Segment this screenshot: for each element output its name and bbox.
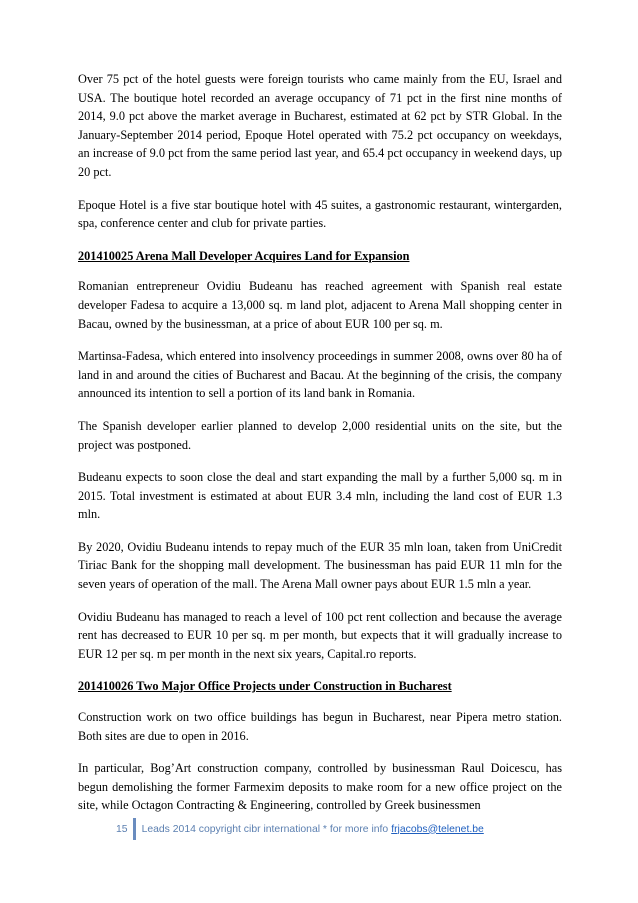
paragraph-residential-units: The Spanish developer earlier planned to develop 2,000 residential units on the site, but the project was postponed. [78,418,562,452]
footer-text: Leads 2014 copyright cibr international * for more info [141,823,389,835]
paragraph-hotel-description: Epoque Hotel is a five star boutique hotel with 45 suites, a gastronomic restaurant, wintergarden, spa, conference center and club for private parties. [78,197,562,231]
footer-divider [133,818,136,840]
paragraph-mall-expansion: Budeanu expects to soon close the deal and start expanding the mall by a further 5,000 sq. m in 2015. Total investment is estimated at about EUR 3.4 mln, including the land cost of EUR 1.3 mln. [78,470,562,522]
page-number: 15 [116,823,128,835]
section-heading-arena-mall: 201410025 Arena Mall Developer Acquires Land for Expansion [78,248,410,263]
document-body [78,70,562,829]
paragraph-budeanu-agreement: Romanian entrepreneur Ovidiu Budeanu has reached agreement with Spanish real estate developer Fadesa to acquire a 13,000 sq. m land plot, adjacent to Arena Mall shopping center in Bacau, owned by the businessman, at a price of about EUR 100 per sq. m. [78,279,562,331]
section-heading-office-projects: 201410026 Two Major Office Projects under Construction in Bucharest [78,679,452,694]
paragraph-loan-repayment: By 2020, Ovidiu Budeanu intends to repay much of the EUR 35 mln loan, taken from UniCredit Tiriac Bank for the shopping mall development. The businessman has paid EUR 11 mln for the seven years of operation of the mall. The Arena Mall owner pays about EUR 1.5 mln a year. [78,539,562,592]
paragraph-rent-collection: Ovidiu Budeanu has managed to reach a level of 100 pct rent collection and because the average rent has decreased to EUR 10 per sq. m per month, but expects that it will gradually increase to EUR 12 per sq. m per month in the next six years, Capital.ro reports. [78,609,562,661]
paragraph-hotel-occupancy: Over 75 pct of the hotel guests were foreign tourists who came mainly from the EU, Israel and USA. The boutique hotel recorded an average occupancy of 71 pct in the first nine months of 2014, 9.0 pct above the market average in Bucharest, estimated at 62 pct by STR Global. In the January-September 2014 period, Epoque Hotel operated with 75.2 pct occupancy on weekdays, an increase of 9.0 pct from the same period last year, and 65.4 pct occupancy in weekend days, up 20 pct. [78,72,562,179]
paragraph-bogart-octagon: In particular, Bog’Art construction company, controlled by businessman Raul Doicescu, has begun demolishing the former Farmexim deposits to make room for a new office project on the site, while Octagon Contracting & Engineering, controlled by Greek businessmen [78,761,562,813]
footer-email-link[interactable]: frjacobs@telenet.be [391,823,484,835]
paragraph-construction-work: Construction work on two office buildings has begun in Bucharest, near Pipera metro station. Both sites are due to open in 2016. [78,710,562,743]
paragraph-martinsa-fadesa: Martinsa-Fadesa, which entered into insolvency proceedings in summer 2008, owns over 80 ha of land in and around the cities of Bucharest and Bacau. At the beginning of the crisis, the company announced its intention to sell a portion of its land bank in Romania. [78,349,562,401]
page-footer [116,818,484,840]
